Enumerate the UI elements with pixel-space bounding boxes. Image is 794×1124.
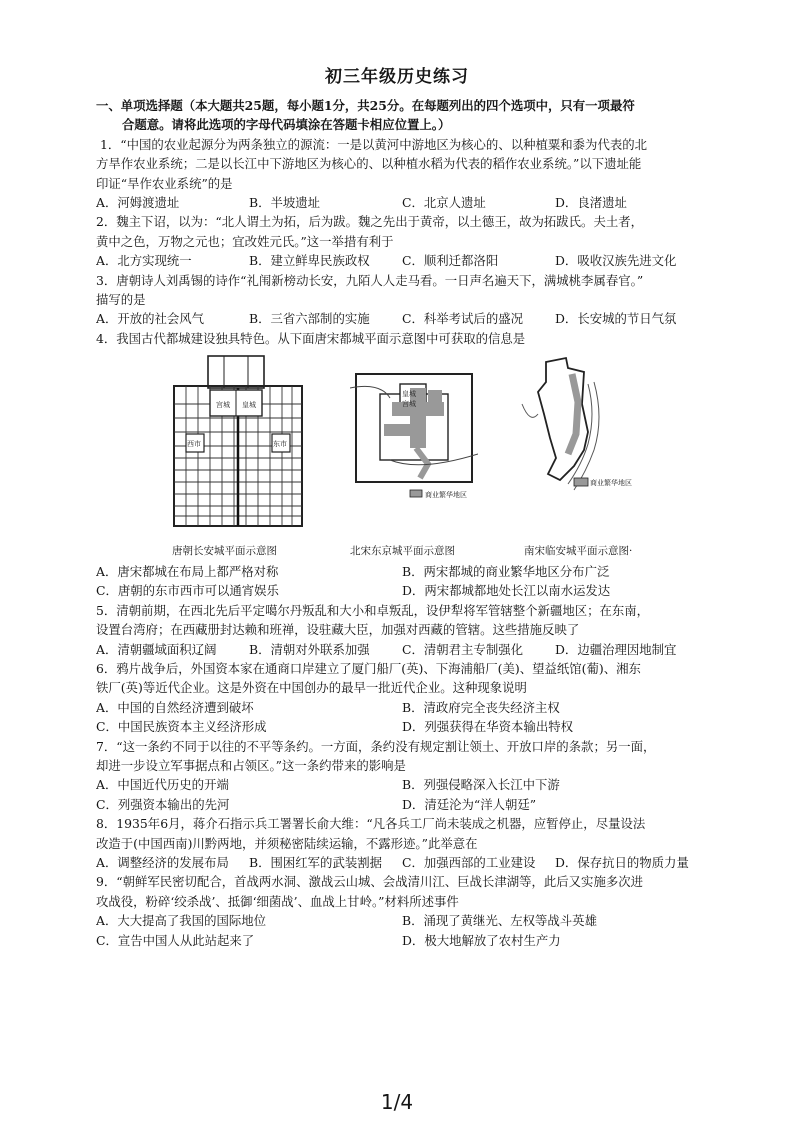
option-a: A．中国的自然经济遭到破坏 (96, 699, 254, 715)
option-d: D．良渚遗址 (555, 194, 627, 210)
option-d: D．边疆治理因地制宜 (555, 641, 677, 657)
question-2 (96, 212, 708, 270)
answer-options (96, 717, 708, 736)
changan-plan-figure (166, 354, 308, 540)
option-a: A．河姆渡遗址 (96, 194, 180, 210)
question-stem-line: 8．1935年6月，蒋介石指示兵工署署长俞大维：“凡各兵工厂尚未装成之机器，应暂停止，尽量设法 (96, 816, 646, 832)
question-stem-line: 铁厂(英)等近代企业。这是外资在中国创办的最早一批近代企业。这种现象说明 (96, 680, 527, 696)
fig1-label-dongshi: 东市 (273, 440, 287, 449)
option-b: B．两宋都城的商业繁华地区分布广泛 (402, 564, 610, 580)
option-a: A．唐宋都城在布局上都严格对称 (96, 564, 279, 580)
option-d: D．列强获得在华资本输出特权 (402, 719, 574, 735)
answer-options (96, 853, 708, 872)
page-number: 1/4 (380, 1090, 414, 1114)
answer-options (96, 251, 708, 270)
option-d: D．两宋都城都地处长江以南水运发达 (402, 583, 611, 599)
question-7 (96, 737, 708, 815)
linan-plan-figure (516, 354, 646, 504)
option-c: C．顺利迁都洛阳 (402, 253, 499, 269)
option-c: C．加强西部的工业建设 (402, 854, 536, 870)
question-stem-line: 6．鸦片战争后，外国资本家在通商口岸建立了厦门船厂(英)、下海浦船厂(美)、望益纸馆(葡)、湘东 (96, 661, 641, 677)
option-a: A．开放的社会风气 (96, 311, 205, 327)
answer-options (96, 775, 708, 794)
fig3-caption: 南宋临安城平面示意图· (524, 545, 633, 558)
option-b: B．列强侵略深入长江中下游 (402, 777, 560, 793)
answer-options (96, 193, 708, 212)
fig1-label-huangcheng: 皇城 (242, 401, 256, 410)
answer-options (96, 581, 708, 600)
question-stem-line: 却进一步设立军事据点和占领区。”这一条约带来的影响是 (96, 757, 406, 773)
option-d: D．吸收汉族先进文化 (555, 253, 677, 269)
option-c: C．北京人遗址 (402, 194, 486, 210)
question-stem-line: 印证“旱作农业系统”的是 (96, 175, 233, 191)
question-stem-line: 描写的是 (96, 291, 146, 307)
fig2-caption: 北宋东京城平面示意图 (350, 545, 455, 558)
option-a: A．北方实现统一 (96, 253, 192, 269)
section-header-line: 合题意。请将此选项的字母代码填涂在答题卡相应位置上。） (122, 117, 451, 133)
option-d: D．保存抗日的物质力量 (555, 854, 689, 870)
option-b: B．涌现了黄继光、左权等战斗英雄 (402, 913, 597, 929)
question-9 (96, 872, 708, 950)
question-8 (96, 814, 708, 872)
option-d: D．长安城的节日气氛 (555, 311, 677, 327)
option-c: C．列强资本输出的先河 (96, 796, 230, 812)
city-plan-figures (96, 354, 708, 562)
option-b: B．围困红军的武装割据 (249, 854, 383, 870)
option-c: C．清朝君主专制强化 (402, 641, 523, 657)
answer-options (96, 640, 708, 659)
question-stem-line: 攻战役，粉碎‘绞杀战’、抵御‘细菌战’、血战上甘岭。”材料所述事件 (96, 893, 459, 909)
answer-options (96, 309, 708, 328)
question-3 (96, 271, 708, 329)
question-stem-line: 5．清朝前期，在西北先后平定噶尔丹叛乱和大小和卓叛乱，设伊犁将军管辖整个新疆地区；在东南， (96, 602, 650, 618)
section-header-line: 一、单项选择题（本大题共25题，每小题1分，共25分。在每题列出的四个选项中，只有一项最符 (96, 98, 635, 113)
option-c: C．中国民族资本主义经济形成 (96, 719, 267, 735)
option-b: B．半坡遗址 (249, 194, 321, 210)
question-stem-line: 设置台湾府；在西藏册封达赖和班禅，设驻藏大臣，加强对西藏的管辖。这些措施反映了 (96, 622, 580, 638)
option-c: C．宣告中国人从此站起来了 (96, 932, 255, 948)
option-a: A．清朝疆域面积辽阔 (96, 641, 217, 657)
question-6 (96, 659, 708, 737)
option-b: B．清政府完全丧失经济主权 (402, 699, 560, 715)
question-1 (96, 135, 708, 213)
option-c: C．科举考试后的盛况 (402, 311, 523, 327)
question-stem-line: 9．“朝鲜军民密切配合，首战两水洞、激战云山城、会战清川江、巨战长津湖等，此后又实施多次进 (96, 874, 644, 890)
option-b: B．建立鲜卑民族政权 (249, 253, 370, 269)
option-a: A．调整经济的发展布局 (96, 854, 229, 870)
answer-options (96, 795, 708, 814)
question-stem-line: 2．魏主下诏，以为：“北人谓土为拓，后为跋。魏之先出于黄帝，以土德王，故为拓跋氏。夫土者， (96, 214, 644, 230)
question-stem-line: 方旱作农业系统；二是以长江中下游地区为核心的、以种植水稻为代表的稻作农业系统。”以下遗址能 (96, 156, 642, 172)
question-stem-line: 4．我国古代都城建设独具特色。从下面唐宋都城平面示意图中可获取的信息是 (96, 330, 526, 346)
option-c: C．唐朝的东市西市可以通宵娱乐 (96, 583, 279, 599)
fig1-caption: 唐朝长安城平面示意图 (172, 545, 277, 558)
fig2-label-huangcheng: 皇城 (402, 390, 416, 399)
option-b: B．清朝对外联系加强 (249, 641, 370, 657)
question-stem-line: 1．“中国的农业起源分为两条独立的源流：一是以黄河中游地区为核心的、以种植粟和黍为代表的北 (100, 136, 648, 152)
answer-options (96, 698, 708, 717)
question-stem-line: 7．“这一条约不同于以往的不平等条约。一方面，条约没有规定割让领土、开放口岸的条款；另一面， (96, 738, 656, 754)
fig3-legend-label: 商业繁华地区 (590, 479, 632, 488)
fig1-label-gongcheng: 宫城 (216, 401, 230, 410)
question-5 (96, 601, 708, 659)
question-4 (96, 329, 708, 601)
question-stem-line: 3．唐朝诗人刘禹锡的诗作“礼闱新榜动长安，九陌人人走马看。一日声名遍天下，满城桃李属春官。” (96, 272, 644, 288)
option-b: B．三省六部制的实施 (249, 311, 370, 327)
answer-options (96, 931, 708, 950)
page-title: 初三年级历史练习 (325, 67, 469, 87)
fig2-legend-label: 商业繁华地区 (425, 491, 467, 500)
kaifeng-plan-figure (350, 354, 478, 504)
option-d: D．清廷沦为“洋人朝廷” (402, 796, 537, 812)
fig2-label-gongcheng: 宫城 (402, 400, 416, 409)
answer-options (96, 911, 708, 930)
question-stem-line: 改造于(中国西南)川黔两地，并须秘密陆续运输，不露形迹。”此举意在 (96, 835, 478, 851)
option-d: D．极大地解放了农村生产力 (402, 932, 561, 948)
option-a: A．大大提高了我国的国际地位 (96, 913, 267, 929)
option-a: A．中国近代历史的开端 (96, 777, 229, 793)
exam-content (96, 96, 708, 950)
question-stem-line: 黄中之色，万物之元也；宜改姓元氏。”这一举措有利于 (96, 233, 394, 249)
fig1-label-xishi: 西市 (187, 440, 201, 449)
answer-options (96, 562, 708, 581)
